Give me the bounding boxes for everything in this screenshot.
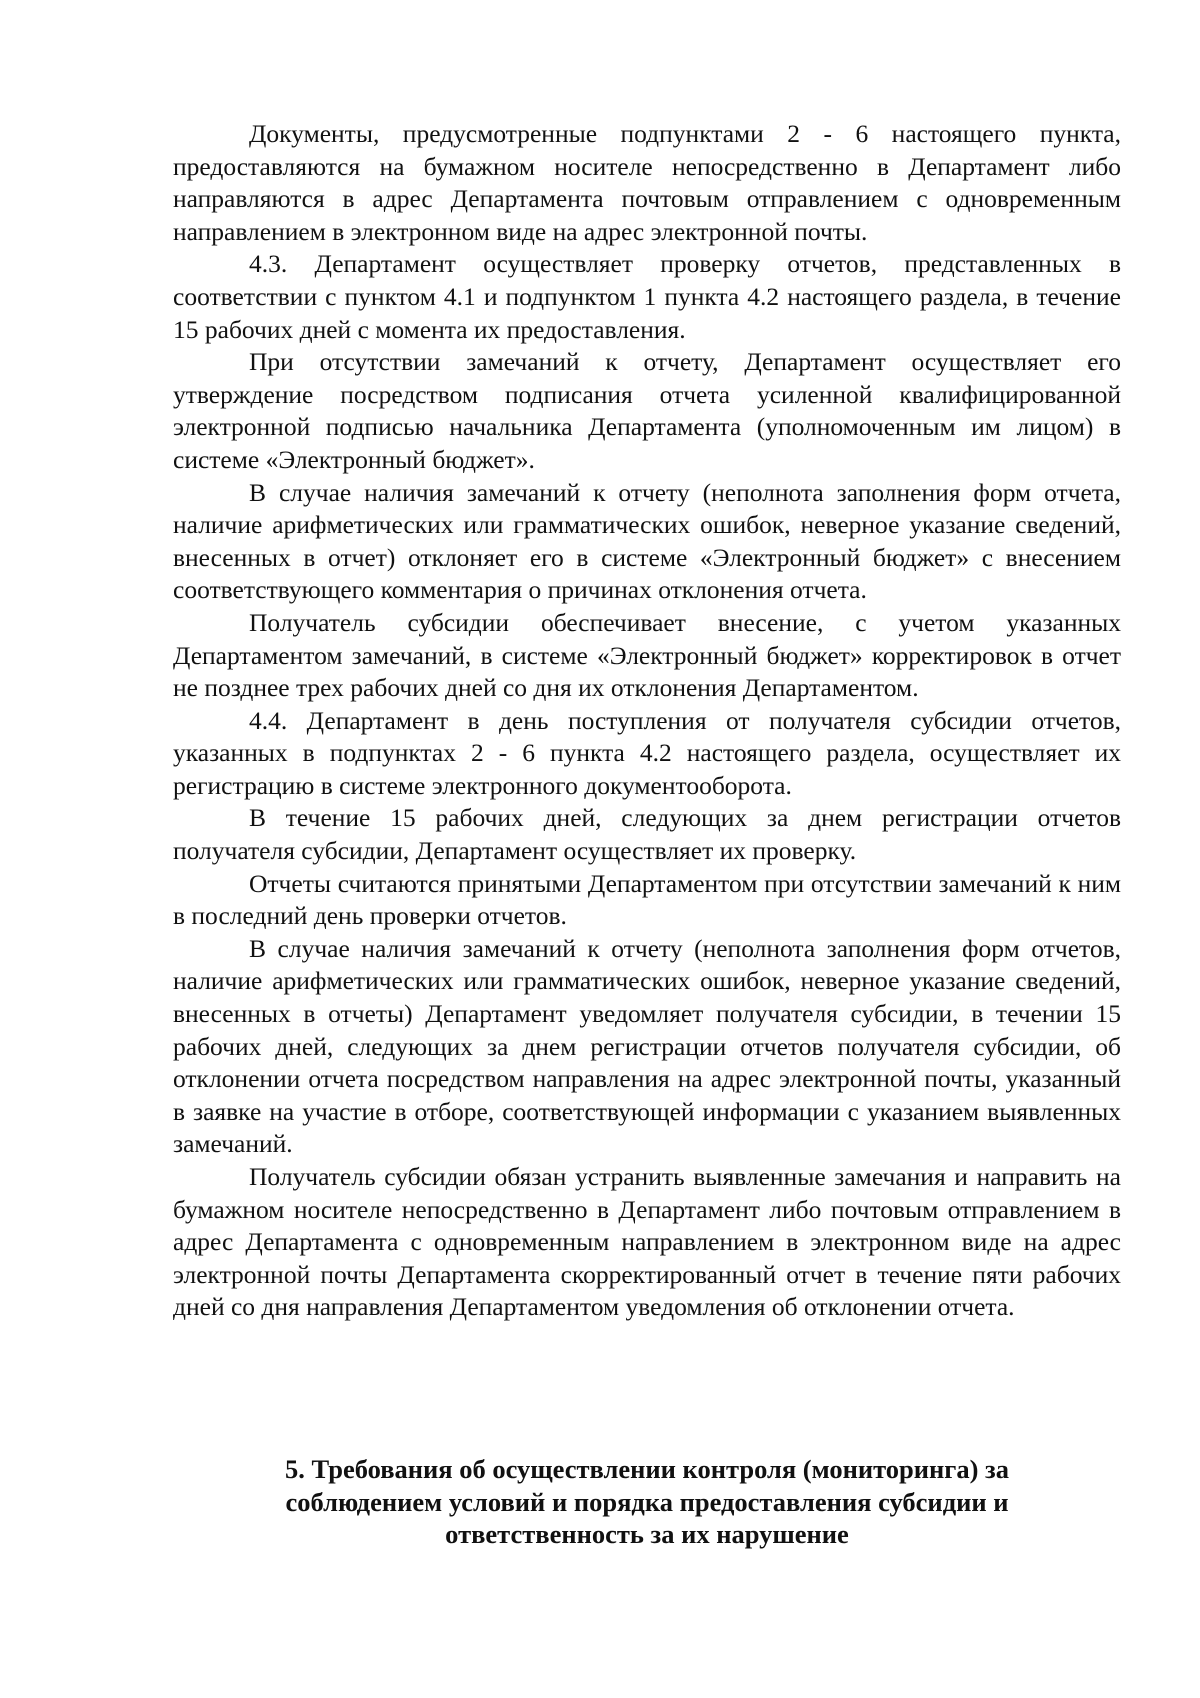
paragraph-recipient-obligation: Получатель субсидии обязан устранить выявленные замечания и направить на бумажном носителе непосредственно в Департамент либо почтовым отправлением в адрес Департамента с одновременным направлением в электронном виде на адрес электронной почты Департамента скорректированный отчет в течение пяти рабочих дней со дня направления Департаментом уведомления об отклонении отчета. [173, 1162, 1121, 1322]
document-body [173, 118, 1121, 1324]
paragraph-review-period: В течение 15 рабочих дней, следующих за днем регистрации отчетов получателя субсидии, Департамент осуществляет их проверку. [173, 803, 1121, 866]
paragraph-report-approval: При отсутствии замечаний к отчету, Департамент осуществляет его утверждение посредством подписания отчета усиленной квалифицированной электронной подписью начальника Департамента (уполномоченным им лицом) в системе «Электронный бюджет». [173, 347, 1121, 474]
paragraph-notification: В случае наличия замечаний к отчету (неполнота заполнения форм отчетов, наличие арифметических или грамматических ошибок, неверное указание сведений, внесенных в отчеты) Департамент уведомляет получателя субсидии, в течении 15 рабочих дней, следующих за днем регистрации отчетов получателя субсидии, об отклонении отчета посредством направления на адрес электронной почты, указанный в заявке на участие в отборе, соответствующей информации с указанием выявленных замечаний. [173, 933, 1121, 1159]
paragraph-4-3: 4.3. Департамент осуществляет проверку отчетов, представленных в соответствии с пунктом 4.1 и подпунктом 1 пункта 4.2 настоящего раздела, в течение 15 рабочих дней с момента их предоставления. [173, 249, 1121, 344]
section-heading-line-3: ответственность за их нарушение [445, 1519, 849, 1550]
paragraph-documents-submission: Документы, предусмотренные подпунктами 2 - 6 настоящего пункта, предоставляются на бумажном носителе непосредственно в Департамент либо направляются в адрес Департамента почтовым отправлением с одновременным направлением в электронном виде на адрес электронной почты. [173, 119, 1121, 246]
paragraph-corrections: Получатель субсидии обеспечивает внесение, с учетом указанных Департаментом замечаний, в системе «Электронный бюджет» корректировок в отчет не позднее трех рабочих дней со дня их отклонения Департаментом. [173, 607, 1121, 703]
section-5-heading [173, 1453, 1121, 1551]
paragraph-4-4: 4.4. Департамент в день поступления от получателя субсидии отчетов, указанных в подпунктах 2 - 6 пункта 4.2 настоящего раздела, осуществляет их регистрацию в системе электронного документооборота. [173, 705, 1121, 800]
paragraph-report-rejection: В случае наличия замечаний к отчету (неполнота заполнения форм отчета, наличие арифметических или грамматических ошибок, неверное указание сведений, внесенных в отчет) отклоняет его в системе «Электронный бюджет» с внесением соответствующего комментария о причинах отклонения отчета. [173, 477, 1121, 605]
section-heading-line-2: соблюдением условий и порядка предоставления субсидии и [285, 1486, 1009, 1517]
section-heading-line-1: 5. Требования об осуществлении контроля (мониторинга) за [285, 1454, 1009, 1484]
paragraph-reports-accepted: Отчеты считаются принятыми Департаментом при отсутствии замечаний к ним в последний день проверки отчетов. [173, 868, 1121, 931]
